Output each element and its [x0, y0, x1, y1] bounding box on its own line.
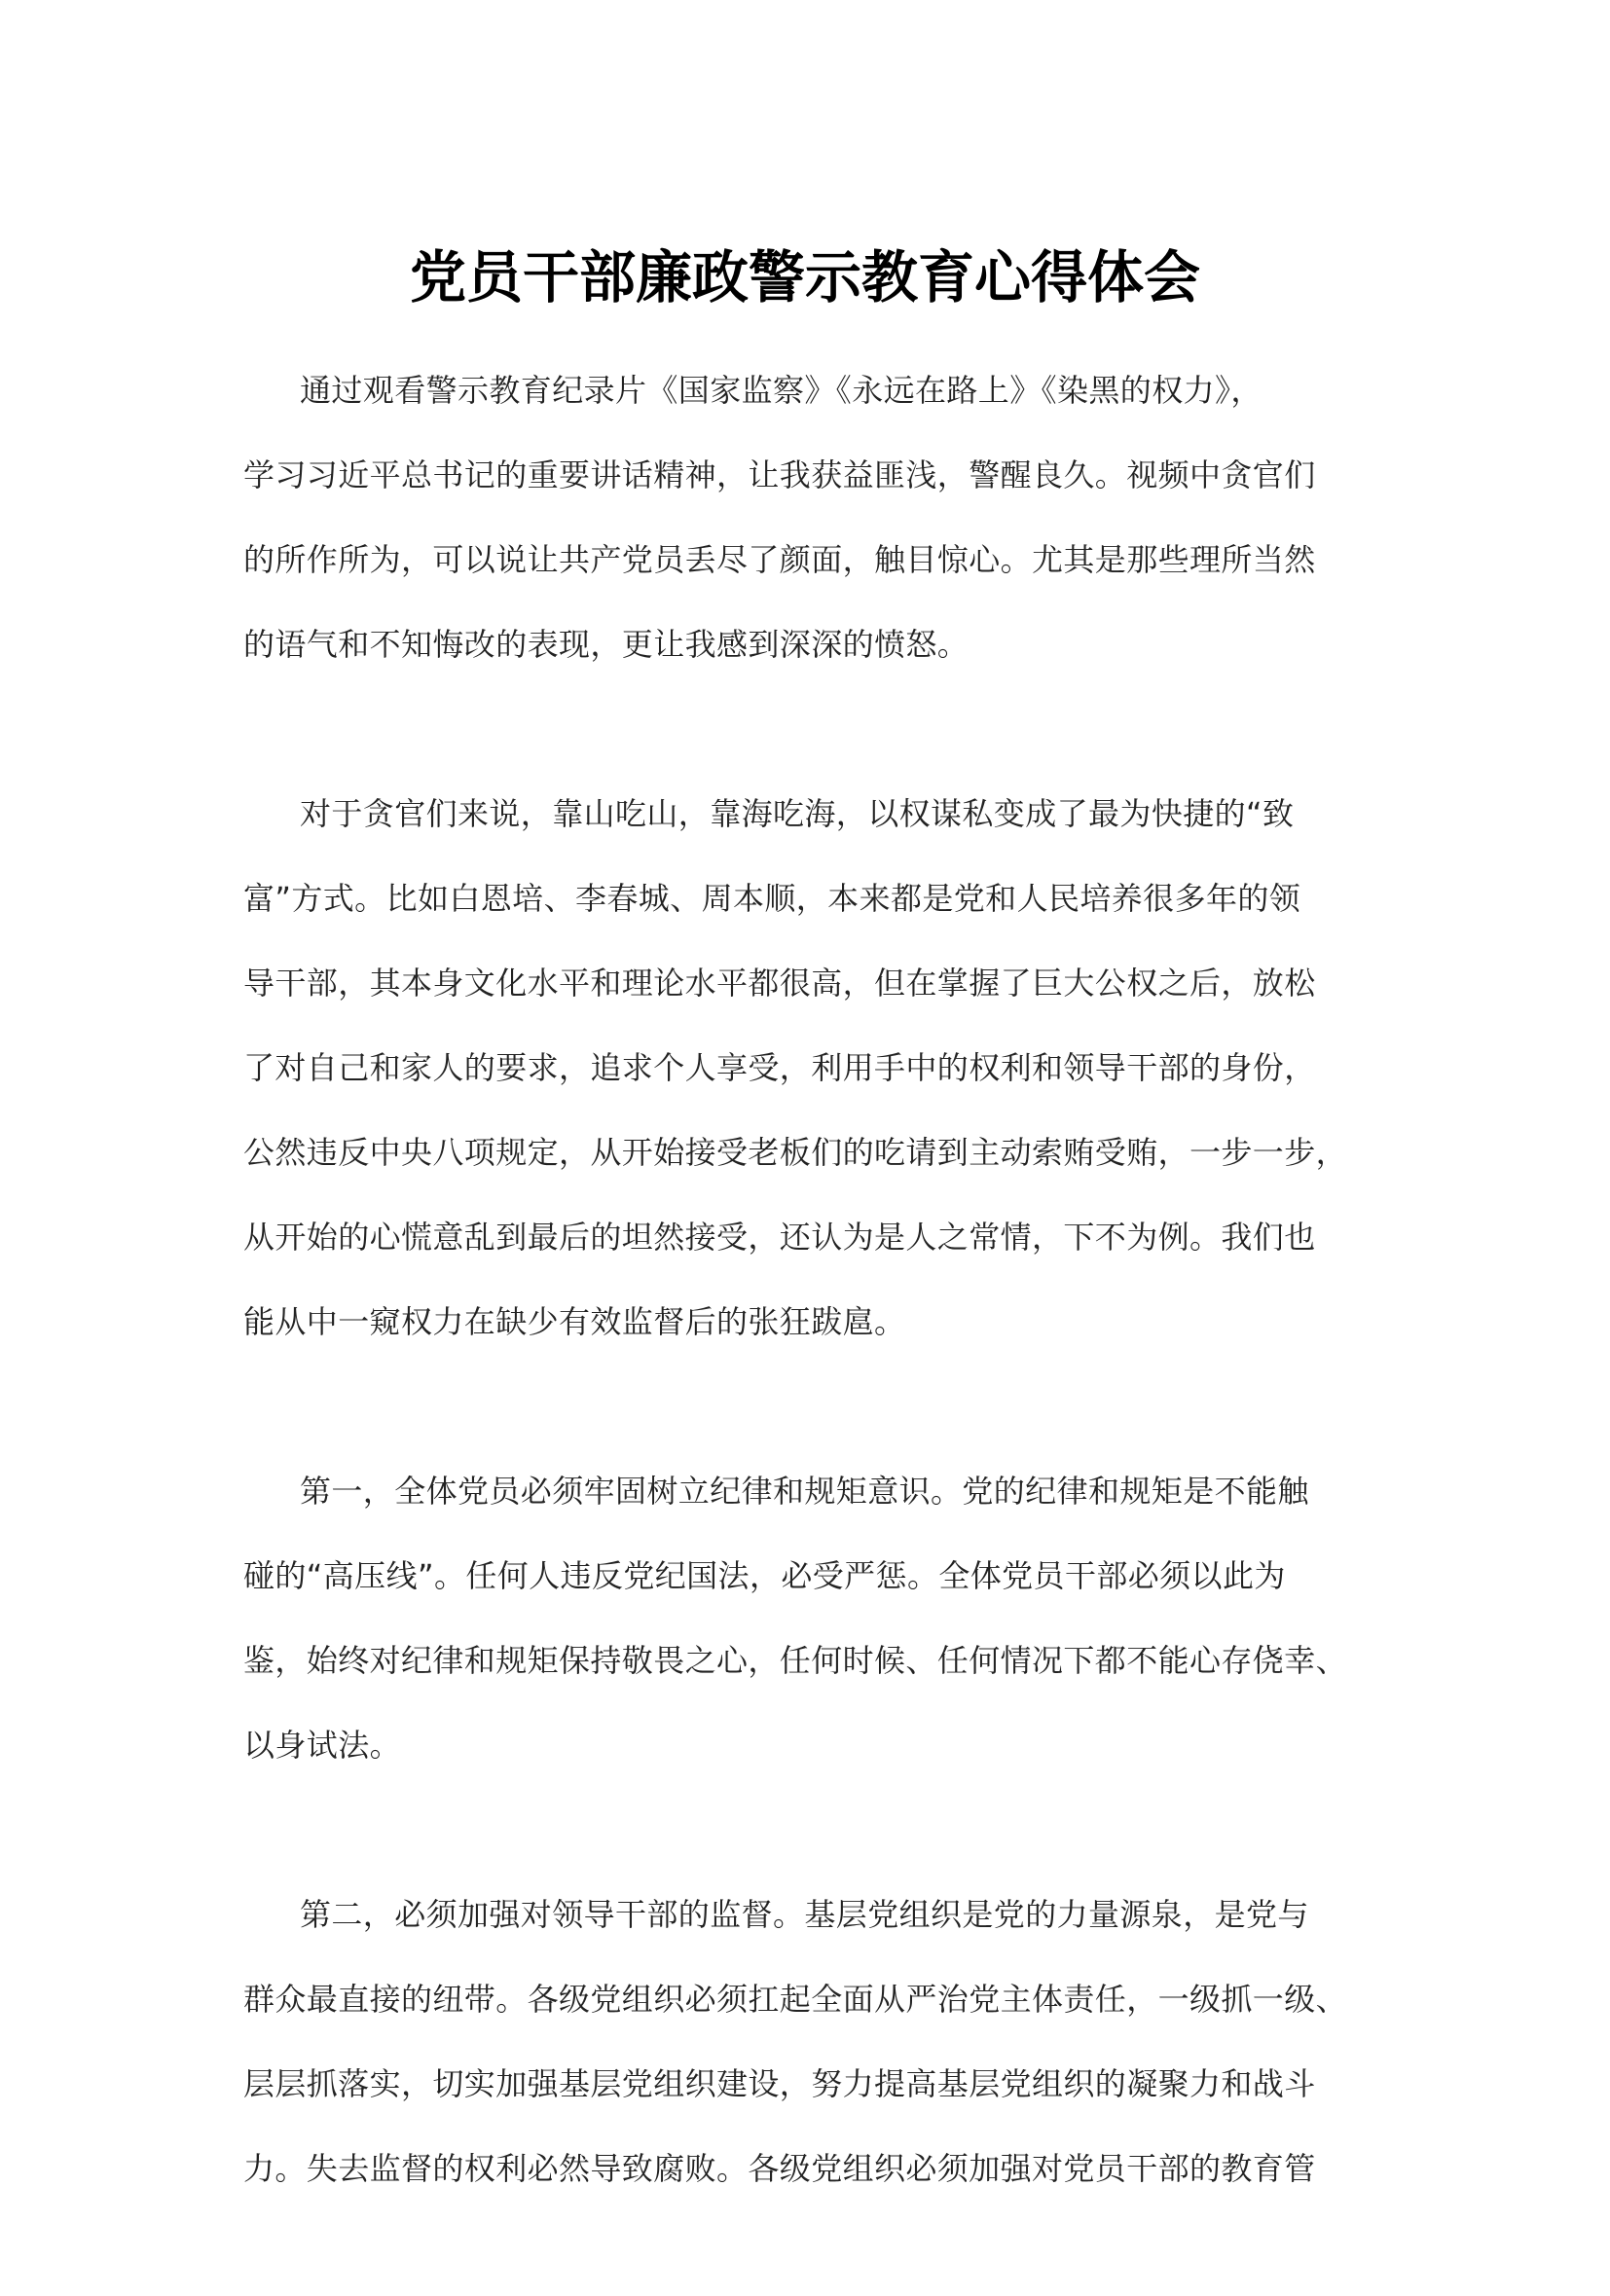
text-line: 公然违反中央八项规定，从开始接受老板们的吃请到主动索贿受贿，一步一步，	[243, 1134, 1348, 1171]
paragraph-point-one	[243, 1449, 1382, 1788]
text-line: 了对自己和家人的要求，追求个人享受，利用手中的权利和领导干部的身份，	[243, 1049, 1316, 1086]
text-line: 学习习近平总书记的重要讲话精神，让我获益匪浅，警醒良久。视频中贪官们	[243, 456, 1316, 493]
paragraph-corruption-examples	[243, 772, 1382, 1365]
text-line: 鉴，始终对纪律和规矩保持敬畏之心，任何时候、任何情况下都不能心存侥幸、	[243, 1642, 1348, 1679]
text-line: 力。失去监督的权利必然导致腐败。各级党组织必须加强对党员干部的教育管	[243, 2150, 1316, 2187]
text-line: 第一，全体党员必须牢固树立纪律和规矩意识。党的纪律和规矩是不能触	[300, 1473, 1309, 1510]
text-line: 的语气和不知悔改的表现，更让我感到深深的愤怒。	[243, 626, 970, 663]
text-line: 对于贪官们来说，靠山吃山，靠海吃海，以权谋私变成了最为快捷的“致	[300, 795, 1295, 832]
text-line: 富”方式。比如白恩培、李春城、周本顺，本来都是党和人民培养很多年的领	[243, 880, 1301, 917]
paragraph-point-two	[243, 1873, 1382, 2211]
text-line: 第二，必须加强对领导干部的监督。基层党组织是党的力量源泉，是党与	[300, 1896, 1309, 1933]
document-title: 党员干部廉政警示教育心得体会	[409, 244, 1200, 310]
text-line: 导干部，其本身文化水平和理论水平都很高，但在掌握了巨大公权之后，放松	[243, 965, 1316, 1002]
text-line: 群众最直接的纽带。各级党组织必须扛起全面从严治党主体责任，一级抓一级、	[243, 1981, 1348, 2018]
text-line: 从开始的心慌意乱到最后的坦然接受，还认为是人之常情，下不为例。我们也	[243, 1219, 1316, 1256]
text-line: 通过观看警示教育纪录片《国家监察》《永远在路上》《染黑的权力》，	[300, 372, 1262, 409]
document-body	[243, 348, 1382, 2296]
text-line: 以身试法。	[243, 1727, 402, 1764]
text-line: 层层抓落实，切实加强基层党组织建设，努力提高基层党组织的凝聚力和战斗	[243, 2065, 1316, 2102]
text-line: 的所作所为，可以说让共产党员丢尽了颜面，触目惊心。尤其是那些理所当然	[243, 541, 1316, 578]
text-line: 能从中一窥权力在缺少有效监督后的张狂跋扈。	[243, 1303, 906, 1340]
text-line: 碰的“高压线”。任何人违反党纪国法，必受严惩。全体党员干部必须以此为	[243, 1557, 1286, 1594]
paragraph-intro	[243, 348, 1382, 687]
